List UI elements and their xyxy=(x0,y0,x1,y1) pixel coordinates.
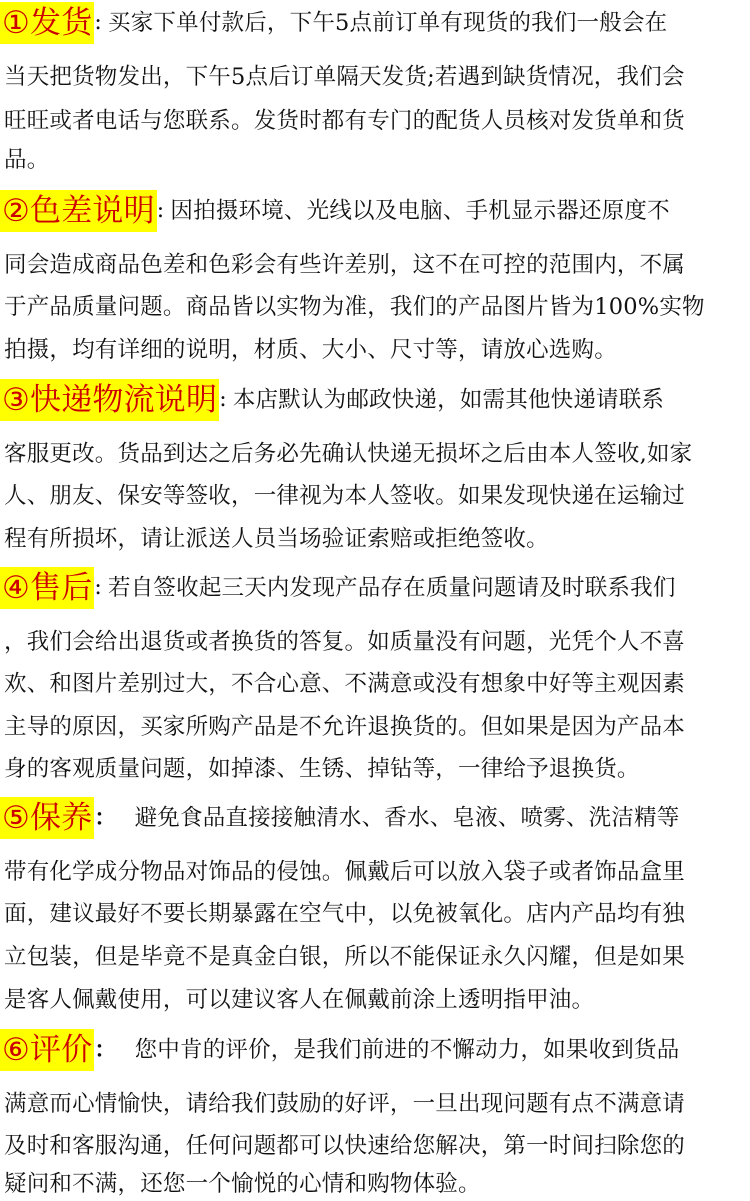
section-text: 当天把货物发出，下午5点后订单隔天发货;若遇到缺货情况，我们会 xyxy=(4,64,685,90)
section-text: 因拍摄环境、光线以及电脑、手机显示器还原度不 xyxy=(170,198,670,224)
section-text: 于产品质量问题。商品皆以实物为准，我们的产品图片皆为100%实物 xyxy=(4,294,705,320)
section-text: 欢、和图片差别过大，不合心意、不满意或没有想象中好等主观因素 xyxy=(4,671,686,697)
section-first-line xyxy=(0,379,742,421)
section-heading: ④售后 xyxy=(0,567,94,609)
heading-colon: ： xyxy=(94,1037,117,1063)
heading-colon: : xyxy=(156,198,165,223)
section-text: 您中肯的评价，是我们前进的不懈动力，如果收到货品 xyxy=(134,1037,680,1063)
section-text: 程有所损坏，请让派送人员当场验证索赔或拒绝签收。 xyxy=(4,526,549,552)
heading-colon: : xyxy=(94,575,103,600)
section-text: 若自签收起三天内发现产品存在质量问题请及时联系我们 xyxy=(108,575,676,601)
section-heading: ⑥评价 xyxy=(0,1029,94,1071)
section-heading: ⑤保养 xyxy=(0,797,94,839)
section-text: 身的客观质量问题，如掉漆、生锈、掉钻等，一律给予退换货。 xyxy=(4,756,640,782)
section-text: 立包装，但是毕竟不是真金白银，所以不能保证永久闪耀，但是如果 xyxy=(4,944,686,970)
section-first-line xyxy=(0,190,742,232)
section-text: 拍摄，均有详细的说明，材质、大小、尺寸等，请放心选购。 xyxy=(4,337,617,363)
section-text: 是客人佩戴使用，可以建议客人在佩戴前涂上透明指甲油。 xyxy=(4,987,595,1013)
section-first-line xyxy=(0,2,742,44)
section-text: 主导的原因，买家所购产品是不允许退换货的。但如果是因为产品本 xyxy=(4,714,686,740)
section-heading: ②色差说明 xyxy=(0,190,157,232)
section-text: 品。 xyxy=(4,147,50,173)
section-text: 面，建议最好不要长期暴露在空气中，以免被氧化。店内产品均有独 xyxy=(4,901,686,927)
section-text: 带有化学成分物品对饰品的侵蚀。佩戴后可以放入袋子或者饰品盒里 xyxy=(4,859,686,885)
section-text: 疑问和不满，还您一个愉悦的心情和购物体验。 xyxy=(4,1171,481,1197)
section-first-line xyxy=(0,797,742,839)
section-text: 及时和客服沟通，任何问题都可以快速给您解决，第一时间扫除您的 xyxy=(4,1133,686,1159)
section-text: 人、朋友、保安等签收，一律视为本人签收。如果发现快递在运输过 xyxy=(4,483,686,509)
section-heading: ①发货 xyxy=(0,2,94,44)
heading-colon: : xyxy=(94,10,103,35)
section-text: 旺旺或者电话与您联系。发货时都有专门的配货人员核对发货单和货 xyxy=(4,108,686,134)
section-heading: ③快递物流说明 xyxy=(0,379,219,421)
section-first-line xyxy=(0,567,742,609)
section-text: 避免食品直接接触清水、香水、皂液、喷雾、洗洁精等 xyxy=(134,805,680,831)
heading-colon: ： xyxy=(94,805,117,831)
heading-colon: : xyxy=(219,387,227,412)
section-text: 满意而心情愉快，请给我们鼓励的好评，一旦出现问题有点不满意请 xyxy=(4,1091,686,1117)
section-text: 同会造成商品色差和色彩会有些许差别，这不在可控的范围内，不属 xyxy=(4,252,686,278)
section-text: 买家下单付款后，下午5点前订单有现货的我们一般会在 xyxy=(108,10,668,36)
section-text: ，我们会给出退货或者换货的答复。如质量没有问题，光凭个人不喜 xyxy=(4,629,686,655)
section-text: 本店默认为邮政快递，如需其他快递请联系 xyxy=(232,387,665,413)
section-first-line xyxy=(0,1029,742,1071)
section-text: 客服更改。货品到达之后务必先确认快递无损坏之后由本人签收,如家 xyxy=(4,441,693,467)
